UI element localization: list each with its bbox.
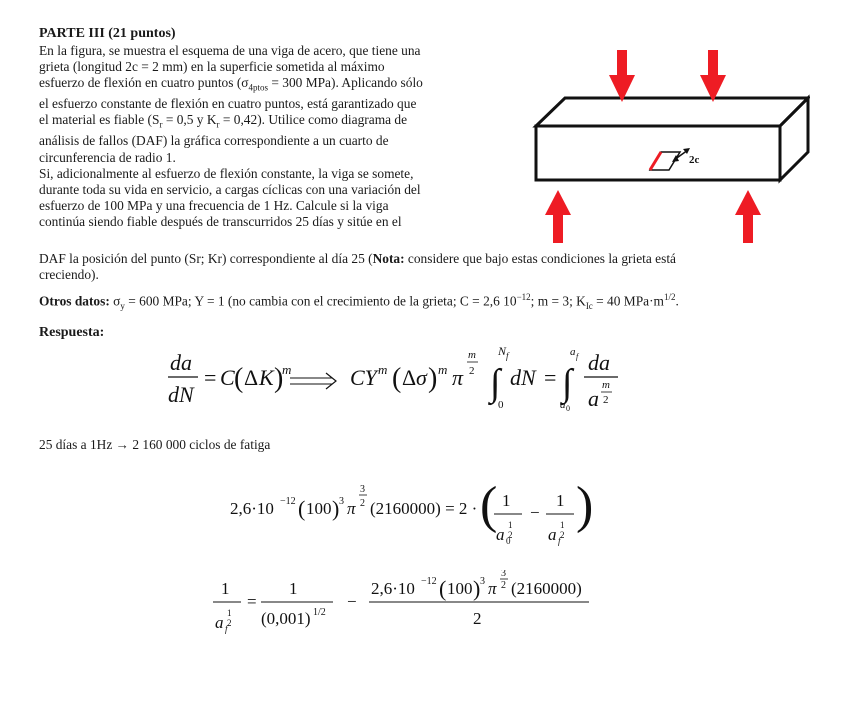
nota-label: Nota:: [372, 251, 405, 266]
svg-text:f: f: [506, 351, 509, 361]
crack-mark: [650, 152, 661, 170]
svg-text:0: 0: [498, 399, 504, 411]
statement-line: esfuerzo de flexión en cuatro puntos ($\sigma_{4ptos} = 300$ MPa). Aplicando sólo: [39, 75, 423, 94]
beam-top-face: [536, 98, 808, 126]
svg-text:2: 2: [501, 580, 506, 591]
svg-text:3: 3: [501, 570, 506, 579]
crack-label: 2c: [689, 154, 700, 166]
svg-text:m: m: [468, 349, 476, 361]
load-arrow-down: [700, 50, 726, 102]
statement-text: DAF la posición del punto (Sr; Kr) correspondiente al día 25 (: [39, 251, 373, 266]
svg-text:2: 2: [508, 530, 513, 540]
svg-text:1: 1: [227, 608, 232, 618]
svg-text:Δ: Δ: [402, 365, 417, 390]
support-arrow-up: [735, 190, 761, 243]
svg-text:(: (: [480, 477, 498, 534]
equation-1: [160, 340, 660, 415]
statement-line: durante toda su vida en servicio, a cargas cíclicas con una variación del: [39, 181, 421, 197]
svg-text:1: 1: [502, 491, 511, 510]
other-data: Otros datos: $\sigma_y = 600$ MPa; Y = 1 (no cambia con el crecimiento de la grieta; C = 2,6 $10^{-12}$; m = 3; $K_{Ic} = 40$ $MPa\cdot m^{1/2}$.: [39, 292, 679, 312]
svg-text:∫: ∫: [562, 362, 573, 404]
svg-text:): ): [576, 477, 594, 534]
statement-line: circunferencia de radio 1.: [39, 149, 176, 165]
svg-text:π: π: [452, 365, 464, 390]
svg-text:3: 3: [480, 576, 485, 587]
svg-text:100: 100: [447, 579, 473, 598]
svg-text:=: =: [247, 592, 257, 611]
svg-text:1: 1: [556, 491, 565, 510]
statement-line-wide: creciendo).: [39, 267, 99, 282]
other-data-label: Otros datos:: [39, 293, 110, 309]
svg-text:2: 2: [227, 618, 232, 628]
svg-text:K: K: [259, 365, 274, 390]
svg-text:=: =: [544, 365, 557, 390]
svg-text:0: 0: [506, 536, 511, 546]
svg-text:CY: CY: [350, 365, 377, 390]
svg-text:2,6·10: 2,6·10: [230, 499, 274, 518]
cycles-line: 25 días a 1Hz → 2 160 000 ciclos de fatiga: [39, 437, 271, 452]
svg-text:a: a: [570, 346, 576, 358]
svg-text:1: 1: [221, 579, 230, 598]
svg-text:1/2: 1/2: [313, 607, 326, 618]
statement-line-wide: [39, 251, 814, 267]
svg-text:−: −: [530, 503, 540, 522]
svg-text:(: (: [439, 576, 447, 601]
svg-text:Δ: Δ: [244, 365, 259, 390]
svg-text:3: 3: [360, 484, 365, 495]
answer-label: Respuesta:: [39, 325, 105, 340]
svg-text:m: m: [378, 362, 388, 377]
svg-text:a: a: [548, 525, 557, 544]
svg-text:(: (: [234, 363, 244, 394]
svg-text:N: N: [498, 344, 507, 358]
svg-text:(: (: [392, 363, 402, 394]
svg-text:C: C: [220, 365, 235, 390]
svg-text:π: π: [488, 579, 497, 598]
statement-line: continúa siendo fiable después de transcurridos 25 días y sitúe en el: [39, 214, 402, 230]
section-title: PARTE III (21 puntos): [39, 26, 176, 41]
svg-text:a: a: [215, 613, 224, 632]
svg-text:f: f: [576, 352, 579, 361]
svg-text:dN: dN: [510, 365, 536, 390]
svg-text:(2160000) = 2 ·: (2160000) = 2 ·: [370, 499, 478, 518]
svg-text:1: 1: [289, 579, 298, 598]
svg-text:(: (: [298, 496, 306, 521]
statement-line: el material es fiable ($S_r = 0,5$ y $K_r = 0,42$). Utilice como diagrama de: [39, 112, 408, 131]
svg-text:2: 2: [473, 609, 482, 628]
statement-line: grieta (longitud 2c = 2 mm) en la superficie sometida al máximo: [39, 59, 385, 75]
svg-text:0: 0: [566, 404, 570, 413]
statement-line: el esfuerzo constante de flexión en cuatro puntos, está garantizado que: [39, 96, 417, 112]
svg-text:a: a: [560, 399, 566, 411]
beam-figure: [510, 40, 810, 250]
svg-text:1: 1: [560, 520, 565, 530]
svg-text:=: =: [204, 365, 217, 390]
svg-text:1: 1: [508, 520, 513, 530]
problem-statement: [39, 43, 505, 231]
svg-text:m: m: [602, 379, 610, 391]
beam-front-face: [536, 126, 780, 180]
svg-text:): ): [274, 363, 284, 394]
svg-text:a: a: [588, 386, 599, 411]
svg-text:σ: σ: [416, 365, 427, 390]
statement-line: Si, adicionalmente al esfuerzo de flexión constante, la viga se somete,: [39, 165, 414, 181]
svg-text:2: 2: [560, 530, 565, 540]
svg-text:−12: −12: [421, 576, 437, 587]
svg-text:f: f: [558, 536, 561, 546]
svg-text:2: 2: [469, 365, 475, 377]
svg-text:da: da: [588, 350, 610, 375]
svg-text:−12: −12: [280, 496, 296, 507]
svg-text:): ): [473, 576, 481, 601]
statement-line: esfuerzo de 100 MPa y una frecuencia de 1 Hz. Calcule si la viga: [39, 198, 389, 214]
svg-text:da: da: [170, 350, 192, 375]
statement-line: En la figura, se muestra el esquema de una viga de acero, que tiene una: [39, 43, 421, 58]
statement-line: análisis de fallos (DAF) la gráfica correspondiente a un cuarto de: [39, 133, 389, 149]
svg-text:2: 2: [360, 498, 365, 509]
svg-text:(0,001): (0,001): [261, 609, 311, 628]
svg-text:a: a: [496, 525, 505, 544]
svg-text:(2160000): (2160000): [511, 579, 582, 598]
svg-text:π: π: [347, 499, 356, 518]
load-arrow-down: [609, 50, 635, 102]
svg-text:∫: ∫: [490, 362, 501, 404]
support-arrow-up: [545, 190, 571, 243]
svg-text:100: 100: [306, 499, 332, 518]
equation-3: [205, 570, 625, 650]
svg-text:f: f: [225, 624, 228, 634]
svg-text:dN: dN: [168, 382, 194, 407]
equation-2: [220, 468, 600, 553]
svg-text:−: −: [347, 592, 357, 611]
svg-text:3: 3: [339, 496, 344, 507]
svg-text:m: m: [438, 362, 448, 377]
svg-text:2,6·10: 2,6·10: [371, 579, 415, 598]
statement-text: considere que bajo estas condiciones la grieta está: [404, 251, 676, 266]
beam-side-face: [780, 98, 808, 180]
svg-text:): ): [428, 363, 438, 394]
svg-text:): ): [332, 496, 340, 521]
svg-text:m: m: [282, 362, 292, 377]
svg-text:2: 2: [603, 394, 609, 406]
